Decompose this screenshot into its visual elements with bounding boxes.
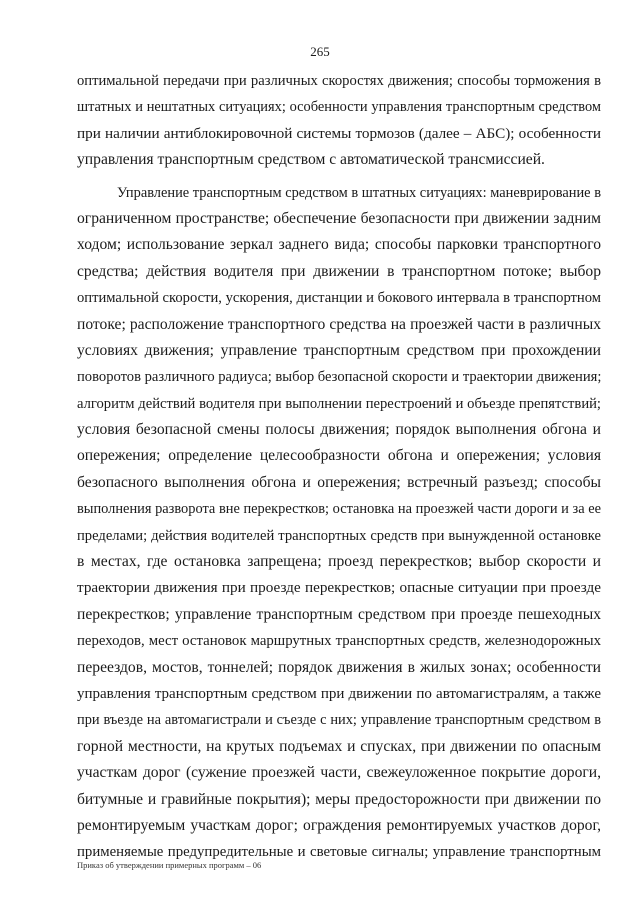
document-body xyxy=(77,68,601,866)
text-line: оптимальной скорости, ускорения, дистанции и бокового интервала в транспортном xyxy=(77,290,601,307)
text-line: ходом; использование зеркал заднего вида; способы парковки транспортного xyxy=(77,236,601,254)
text-line: оптимальной передачи при различных скоростях движения; способы торможения в xyxy=(77,73,601,89)
text-line: условиях движения; управление транспортным средством при прохождении xyxy=(77,341,601,359)
text-line: безопасного выполнения обгона и опережения; встречный разъезд; способы xyxy=(77,473,601,491)
text-line: ограниченном пространстве; обеспечение безопасности при движении задним xyxy=(77,209,601,227)
text-line: при наличии антиблокировочной системы тормозов (далее – АБС); особенности xyxy=(77,124,601,142)
text-line: пределами; действия водителей транспортных средств при вынужденной остановке xyxy=(77,527,601,544)
text-line: управления транспортным средством с автоматической трансмиссией. xyxy=(77,151,545,169)
text-line: опережения; определение целесообразности обгона и опережения; условия xyxy=(77,447,601,465)
text-line: применяемые предупредительные и световые сигналы; управление транспортным xyxy=(77,844,601,861)
text-line: алгоритм действий водителя при выполнении перестроений и объезде препятствий; xyxy=(77,395,601,412)
text-line: траектории движения при проезде перекрестков; опасные ситуации при проезде xyxy=(77,579,601,597)
text-line: выполнения разворота вне перекрестков; остановка на проезжей части дороги и за ее xyxy=(77,501,601,518)
paragraph-1 xyxy=(77,68,601,174)
text-line: перекрестков; управление транспортным средством при проезде пешеходных xyxy=(77,605,601,623)
text-line: условия безопасной смены полосы движения; порядок выполнения обгона и xyxy=(77,421,601,439)
page-footer: Приказ об утверждении примерных программ – 06 xyxy=(77,860,262,870)
page-number: 265 xyxy=(310,44,330,59)
text-line: битумные и гравийные покрытия); меры предосторожности при движении по xyxy=(77,790,601,808)
text-line: горной местности, на крутых подъемах и спусках, при движении по опасным xyxy=(77,737,601,755)
paragraph-2 xyxy=(77,180,601,866)
text-line: в местах, где остановка запрещена; проезд перекрестков; выбор скорости и xyxy=(77,553,601,571)
text-line: участкам дорог (сужение проезжей части, свежеуложенное покрытие дороги, xyxy=(77,764,601,782)
text-line: штатных и нештатных ситуациях; особенности управления транспортным средством xyxy=(77,99,601,116)
text-line: Управление транспортным средством в штатных ситуациях: маневрирование в xyxy=(117,184,601,201)
text-line: потоке; расположение транспортного средства на проезжей части в различных xyxy=(77,315,601,333)
text-line: ремонтируемым участкам дорог; ограждения ремонтируемых участков дорог, xyxy=(77,816,601,834)
text-line: при въезде на автомагистрали и съезде с них; управление транспортным средством в xyxy=(77,712,601,729)
text-line: поворотов различного радиуса; выбор безопасной скорости и траектории движения; xyxy=(77,369,602,386)
text-line: переходов, мест остановок маршрутных транспортных средств, железнодорожных xyxy=(77,633,601,650)
text-line: переездов, мостов, тоннелей; порядок движения в жилых зонах; особенности xyxy=(77,658,601,676)
text-line: средства; действия водителя при движении в транспортном потоке; выбор xyxy=(77,262,601,280)
text-line: управления транспортным средством при движении по автомагистралям, а также xyxy=(77,685,601,702)
